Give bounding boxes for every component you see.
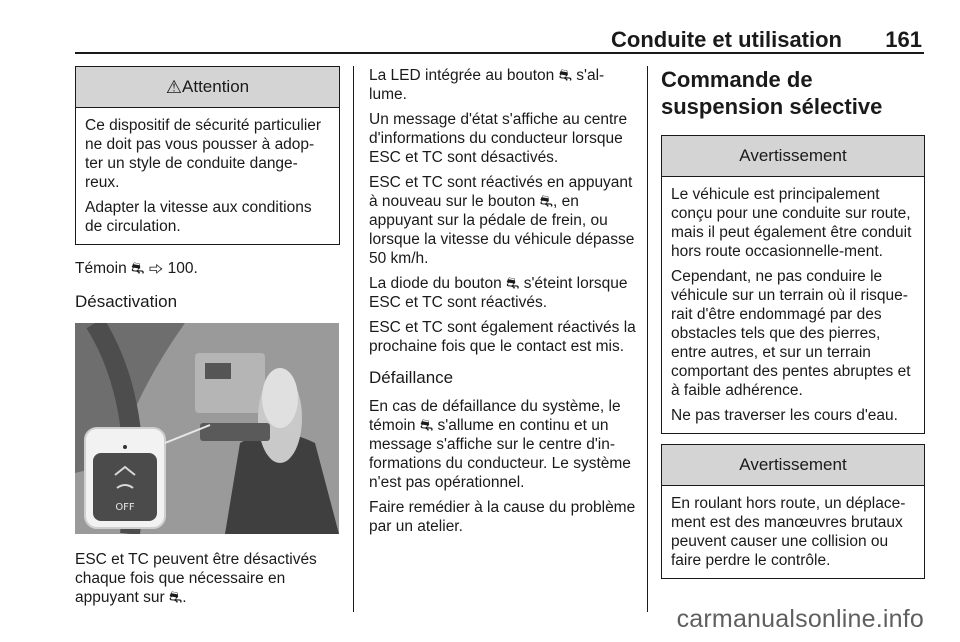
column-1 — [75, 66, 340, 613]
attention-box-header — [76, 67, 339, 108]
section-title: Commande de suspension sélective — [661, 67, 883, 119]
column-divider-2 — [647, 66, 648, 612]
off-button-label: OFF — [115, 502, 135, 513]
column-3 — [661, 66, 925, 579]
warning-paragraph: Le véhicule est principalement conçu pour une conduite sur route, mais il peut également être conduit hors route occasionnelle-ment. — [671, 186, 912, 260]
page-number: 161 — [885, 27, 922, 52]
warning-box-1-header: Avertissement — [662, 136, 924, 177]
column-divider-1 — [353, 66, 354, 612]
column-2 — [369, 66, 637, 542]
attention-paragraph: Ce dispositif de sécurité particulier ne doit pas vous pousser à adop-ter un style de conduite dange-reux. — [85, 117, 322, 191]
attention-box-body — [76, 108, 339, 244]
warning-paragraph: En roulant hors route, un déplace-ment est des manœuvres brutaux peuvent causer une collision ou faire perdre le contrôle. — [671, 495, 906, 569]
header-title: Conduite et utilisation — [611, 27, 842, 52]
failure-paragraph: En cas de défaillance du système, le témoin ⛐ s'allume en continu et un message s'affiche sur le centre d'in-formations du conducteur. Le système n'est pas opérationnel. — [369, 398, 631, 491]
attention-box — [75, 66, 340, 245]
warning-triangle-icon: ⚠ — [165, 77, 183, 97]
warning-paragraph: Cependant, ne pas conduire le véhicule sur un terrain où il risque-rait d'être endommagé par des obstacles tels que des pierres, entre autres, et sur un terrain comportant des pentes abruptes et à faible adhérence. — [671, 268, 911, 399]
header-rule — [75, 52, 924, 54]
warning-box-2 — [661, 444, 925, 579]
warning-box-2-header: Avertissement — [662, 445, 924, 486]
warning-box-1-body — [662, 177, 924, 433]
body-paragraph: ESC et TC sont réactivés en appuyant à nouveau sur le bouton ⛐, en appuyant sur la pédale de frein, ou lorsque la vitesse du véhicule dépasse 50 km/h. — [369, 174, 635, 267]
body-paragraph: La LED intégrée au bouton ⛐ s'al-lume. — [369, 67, 605, 103]
failure-paragraph: Faire remédier à la cause du problème par un atelier. — [369, 499, 636, 535]
body-paragraph: ESC et TC sont également réactivés la prochaine fois que le contact est mis. — [369, 319, 636, 355]
warning-paragraph: Ne pas traverser les cours d'eau. — [671, 407, 898, 424]
deactivation-text: ESC et TC peuvent être désactivés chaque fois que nécessaire en appuyant sur ⛐. — [75, 551, 317, 606]
console-photo-illustration — [75, 323, 339, 534]
body-paragraph: La diode du bouton ⛐ s'éteint lorsque ESC et TC sont réactivés. — [369, 275, 628, 311]
deactivation-heading: Désactivation — [75, 292, 178, 311]
failure-heading: Défaillance — [369, 368, 454, 387]
body-paragraph: Un message d'état s'affiche au centre d'informations du conducteur lorsque ESC et TC sont désactivés. — [369, 111, 628, 166]
console-photo — [75, 323, 339, 534]
temoin-reference: Témoin ⛐ ⇨ 100. — [75, 260, 198, 277]
attention-paragraph: Adapter la vitesse aux conditions de circulation. — [85, 199, 312, 235]
warning-box-1 — [661, 135, 925, 434]
warning-box-2-body — [662, 486, 924, 578]
attention-title: Attention — [182, 77, 250, 96]
watermark: carmanualsonline.info — [676, 605, 924, 633]
